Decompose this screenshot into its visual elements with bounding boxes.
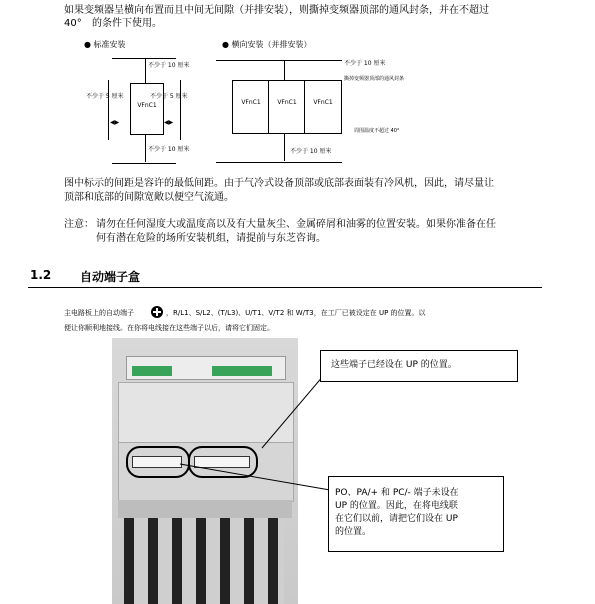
body-line-1b: ，R/L1、S/L2、(T/L3)、U/T1、V/T2 和 W/T3，在工厂已被设定在 UP 的位置。以 — [166, 309, 426, 317]
unit-label: VFnC1 — [241, 99, 261, 106]
intro-line-2-prefix: 40° — [64, 18, 82, 29]
note-line-2: 顶部和底部的间隙宽敞以便空气流通。 — [64, 192, 234, 203]
callout-bottom — [328, 476, 504, 552]
callout-bottom-line-1: PO、PA/+ 和 PC/- 端子未设在 — [335, 488, 459, 498]
callout-bottom-line-3: 在它们以前，请把它们设在 UP — [335, 514, 458, 524]
intro-line-2: 的条件下使用。 — [92, 18, 162, 29]
min5-right-label: 不少于 5 厘米 — [150, 93, 188, 100]
section-number: 1.2 — [30, 268, 52, 282]
callout-bottom-line-2: UP 的位置。因此，在将电线联 — [335, 501, 458, 511]
standard-install-label: 标准安装 — [93, 40, 126, 49]
callout-top-text: 这些端子已经设在 UP 的位置。 — [331, 360, 457, 370]
unit-label: VFnC1 — [313, 99, 333, 106]
unit-label: VFnC1 — [137, 102, 157, 109]
left-arrow: ◀▶ — [110, 119, 120, 126]
unit-label: VFnC1 — [277, 99, 297, 106]
body-line-2: 便让你顺利地接线。在你将电线接在这些端子以后，请将它们固定。 — [64, 324, 274, 332]
callout-top — [320, 350, 518, 382]
intro-line-1: 如果变频器呈横向布置而且中间无间隙（并排安装），则撕掉变频器顶部的通风封条，并在不超过 — [64, 5, 489, 16]
side-label-wrap: ● 横向安装（并排安装） — [222, 40, 312, 49]
caution-label: 注意： — [64, 219, 94, 230]
callout-bottom-line-4: 的位置。 — [335, 527, 372, 537]
side-min10-top-label: 不少于 10 厘米 — [344, 60, 386, 67]
min5-left-label: 不少于 5 厘米 — [86, 93, 124, 100]
seal-note: 撕掉变频器顶部的通风封条 — [344, 76, 405, 82]
standard-label-wrap: ● 标准安装 — [84, 40, 126, 49]
min10-bottom-label: 不少于 10 厘米 — [148, 146, 190, 153]
caution-line-1: 请勿在任何湿度大或温度高以及有大量灰尘、金属碎屑和油雾的位置安装。如果你准备在任 — [96, 219, 496, 230]
body-line-1a: 主电路板上的自动端子 — [64, 309, 134, 317]
section-title: 自动端子盒 — [80, 270, 141, 284]
side-install-label: 横向安装（并排安装） — [231, 40, 312, 49]
note-line-1: 图中标示的间距是容许的最低间距。由于气冷式设备顶部或底部表面装有冷风机，因此，请尽量让 — [64, 178, 494, 189]
caution-line-2: 何有潜在危险的场所安装机组，请提前与东芝咨询。 — [96, 233, 326, 244]
min10-top-label: 不少于 10 厘米 — [148, 62, 190, 69]
ambient-note: 周围温度不超过 40° — [354, 128, 400, 134]
right-arrow: ◀▶ — [164, 119, 174, 126]
side-min10-bottom-label: 不少于 10 厘米 — [290, 148, 332, 155]
